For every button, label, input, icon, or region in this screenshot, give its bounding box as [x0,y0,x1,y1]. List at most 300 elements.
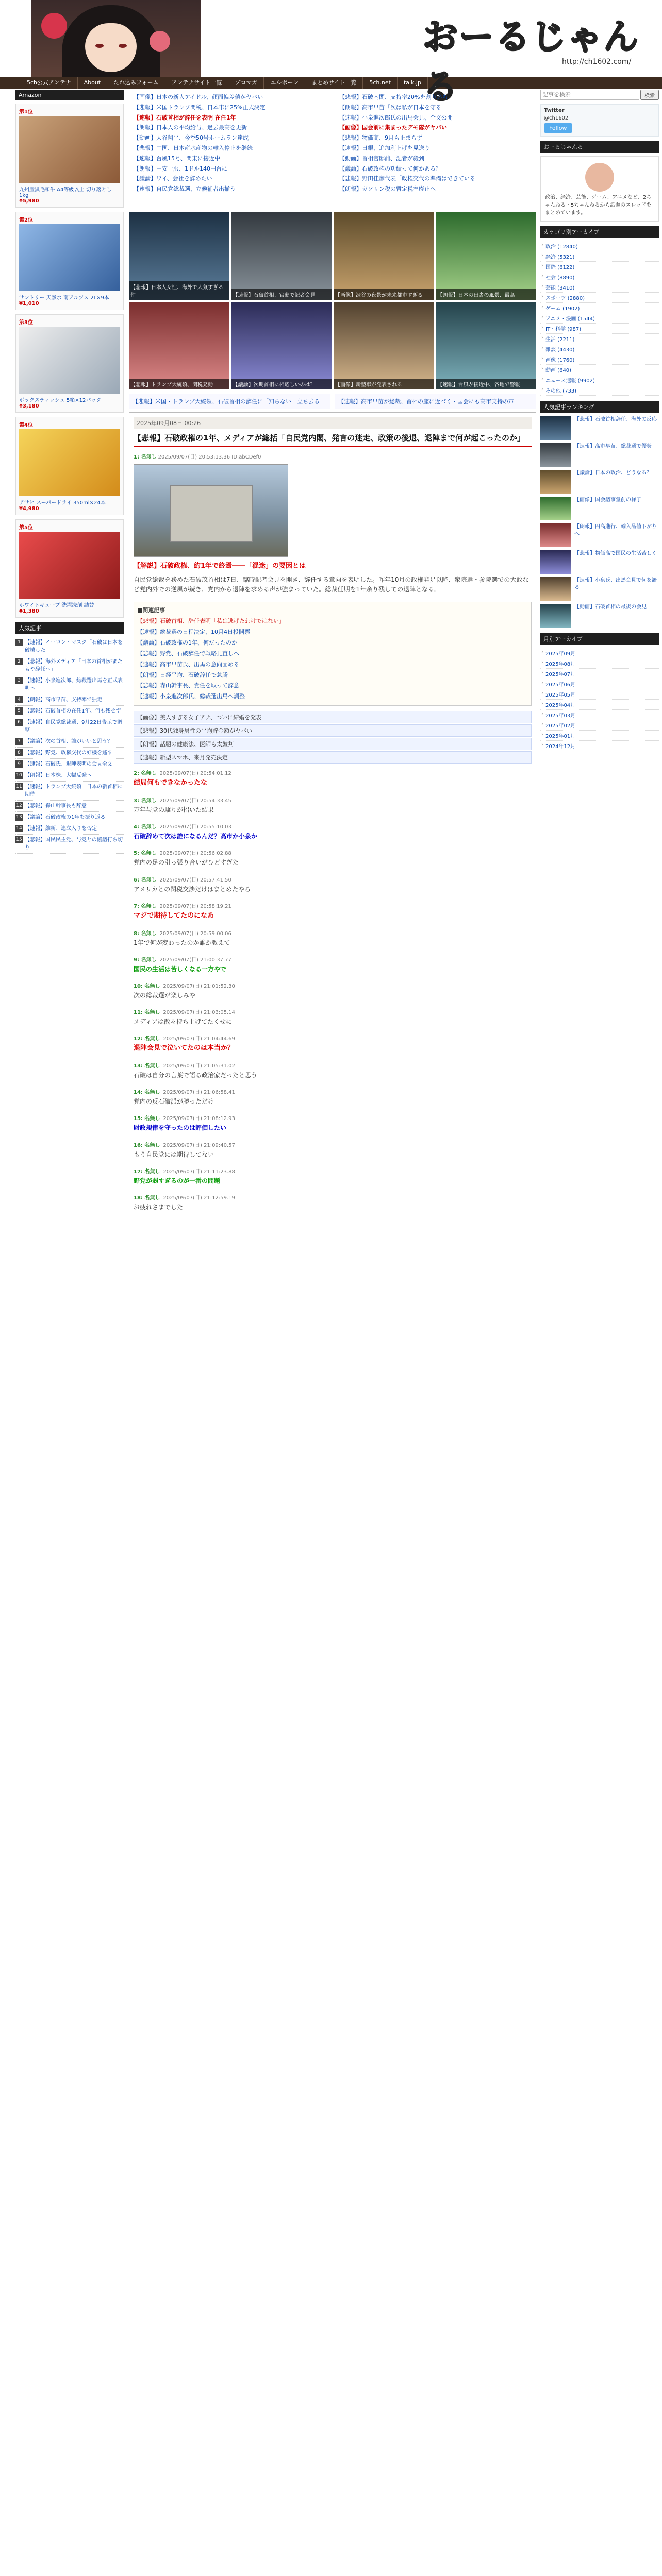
response-header [134,822,532,830]
ranking-item[interactable] [540,550,659,574]
category-link[interactable]: 雑談 (4430) [545,347,575,353]
profile-text: 政治、経済、芸能、ゲーム、アニメなど、2ちゃんねる・5ちゃんねるから話題のスレッドをまとめています。 [545,195,652,216]
response-body: 党内の足の引っ張り合いがひどすぎた [134,859,239,867]
response [134,1193,532,1212]
ranking-text: 【速報】高市早苗、総裁選で優勢 [574,444,652,449]
featured-link[interactable]: 【悲報】米国・トランプ大統領、石破首相の辞任に「知らない」立ち去る [129,394,330,409]
headline-link[interactable]: 【悲報】米国トランプ関税、日本車に25%正式決定 [134,104,266,111]
list-item[interactable]: 9 【速報】石破氏、退陣表明の会見全文 [15,759,124,770]
list-item[interactable]: 6 【速報】自民党総裁選、9月22日告示で調整 [15,717,124,736]
ranking-thumb [540,470,571,494]
month-link[interactable]: 2025年01月 [545,734,576,739]
popular-link[interactable]: 【議論】次の首相、誰がいいと思う？ [25,739,112,744]
list-item[interactable] [540,669,659,679]
response-name: 6: 名無し [134,877,157,883]
list-item[interactable] [540,679,659,689]
response-name: 8: 名無し [134,930,157,937]
product-link[interactable]: ボックスティッシュ 5箱×12パック [19,398,102,403]
ranking-text: 【議論】日本の政治、どうなる？ [574,470,652,476]
headline-link[interactable]: 【速報】石破首相が辞任を表明 在任1年 [134,114,236,121]
product-image[interactable] [19,116,120,183]
popular-link[interactable]: 【朗報】高市早苗、支持率で独走 [25,697,102,703]
response-name: 2: 名無し [134,771,157,777]
category-link[interactable]: IT・科学 (987) [545,327,582,332]
response-meta: 2025/09/07(日) 21:00:37.77 [159,957,231,963]
popular-list [15,637,124,854]
category-link[interactable]: 社会 (8890) [545,275,575,281]
list-item[interactable] [540,251,659,262]
product-price: ¥1,010 [19,301,39,307]
category-link[interactable]: 生活 (2211) [545,337,575,343]
month-link[interactable]: 2025年09月 [545,651,576,657]
headline-link[interactable]: 【朗報】高市早苗「次は私が日本を守る」 [339,104,447,111]
response-body: 万年与党の驕りが招いた結果 [134,806,214,814]
category-link[interactable]: 政治 (12840) [545,244,578,250]
list-item[interactable] [540,720,659,731]
list-item[interactable]: 15 【悲報】国民民主党、与党との協議打ち切り [15,835,124,854]
list-item[interactable] [540,375,659,385]
ad-rank: 第1位 [19,109,33,115]
response-header [134,1008,532,1015]
response-name: 14: 名無し [134,1090,160,1096]
popular-link[interactable]: 【悲報】野党、政権交代の好機を逃す [25,750,112,756]
ad-rank: 第2位 [19,217,33,223]
headline-link[interactable]: 【速報】台風15号、関東に接近中 [134,155,220,162]
headline-link[interactable]: 【悲報】石破内閣、支持率20%を割り込む [339,94,449,100]
ranking-thumb [540,443,571,467]
thumbnail-card[interactable] [231,302,332,389]
response-header [134,1167,532,1175]
ranking-thumb [540,497,571,520]
inline-ad[interactable]: 【速報】新型スマホ、来月発売決定 [134,751,532,764]
response-name: 12: 名無し [134,1036,160,1042]
ad-rank: 第5位 [19,525,33,531]
thumbnail-card[interactable] [436,302,537,389]
ad-rank: 第3位 [19,320,33,326]
response-header [134,875,532,883]
thumbnail-caption: 【画像】渋谷の夜景が未来都市すぎる [334,289,434,300]
response-body: マジで期待してたのになあ [134,911,214,920]
nav-item-blomaga[interactable]: ブロマガ [228,77,264,89]
list-item[interactable] [540,313,659,324]
list-item[interactable]: 7 【議論】次の首相、誰がいいと思う？ [15,736,124,748]
ranking-thumb [540,577,571,601]
popular-link[interactable]: 【速報】維新、連立入りを否定 [25,826,97,832]
month-archive-list [540,648,659,751]
featured-links [129,394,536,409]
popular-title: 人気記事 [15,622,124,634]
popular-link[interactable]: 【速報】トランプ大統領「日本の新首相に期待」 [25,784,123,798]
response-meta: 2025/09/07(日) 20:58:19.21 [159,903,231,909]
response-body: 石破は自分の言葉で語る政治家だったと思う [134,1072,258,1079]
category-link[interactable]: アニメ・漫画 (1544) [545,316,595,322]
nav-item-about[interactable]: About [78,77,108,89]
popular-link[interactable]: 【速報】イーロン・マスク「石破は日本を破壊した」 [25,640,123,653]
response [134,1008,532,1027]
response-header [134,1193,532,1201]
response-name: 10: 名無し [134,983,160,989]
thumbnail-card[interactable] [334,212,434,300]
response-body: 【解説】石破政権、約1年で終焉――「混迷」の要因とは [134,562,306,570]
response-meta: 2025/09/07(日) 21:06:58.41 [163,1090,235,1096]
nav-item-5ch[interactable]: 5ch.net [363,77,398,89]
headline-link[interactable]: 【朗報】円安一服、1ドル140円台に [134,165,227,172]
amazon-ad[interactable] [15,314,124,413]
list-item[interactable]: 3 【速報】小泉進次郎、総裁選出馬を正式表明へ [15,675,124,694]
popular-link[interactable]: 【悲報】森山幹事長も辞意 [25,803,87,809]
month-link[interactable]: 2025年04月 [545,703,576,708]
response-body: メディアは散々持ち上げてたくせに [134,1018,233,1026]
amazon-ad[interactable] [15,417,124,515]
response-list [134,769,532,1212]
site-url[interactable]: http://ch1602.com/ [562,58,632,66]
thumbnail-card[interactable] [129,302,229,389]
response [134,1114,532,1133]
list-item[interactable] [540,365,659,375]
related-link[interactable]: 【速報】小泉進次郎氏、総裁選出馬へ調整 [137,693,245,700]
headline-link[interactable]: 【速報】小泉進次郎氏の出馬会見、全文公開 [339,114,453,121]
response-meta: 2025/09/07(日) 21:03:05.14 [163,1010,235,1016]
headline-link[interactable]: 【議論】ワイ、会社を辞めたい [134,175,212,182]
popular-link[interactable]: 【悲報】石破首相の在任1年、何も残せず [25,708,121,714]
list-item[interactable] [540,700,659,710]
list-item[interactable] [540,293,659,303]
category-link[interactable]: 経済 (5321) [545,255,575,260]
response [134,822,532,841]
list-item[interactable] [540,689,659,700]
response-body: 結局何もできなかったな [134,779,208,787]
ranking-thumb [540,604,571,628]
response-header [134,452,532,460]
headline-link[interactable]: 【動画】首相官邸前、記者が殺到 [339,155,424,162]
ranking-text: 【速報】小泉氏、出馬会見で何を語る [574,578,657,590]
list-item[interactable]: 13 【議論】石破政権の1年を振り返る [15,812,124,823]
response [134,452,532,595]
response-body: 次の総裁選が楽しみや [134,991,196,999]
list-item[interactable] [540,303,659,313]
amazon-ad[interactable] [15,519,124,618]
popular-link[interactable]: 【速報】小泉進次郎、総裁選出馬を正式表明へ [25,678,123,691]
list-item[interactable] [540,272,659,282]
main-content [129,90,536,1224]
categories-title: カテゴリ別アーカイブ [540,226,659,238]
left-sidebar [15,90,124,854]
ranking-thumb [540,416,571,440]
response-meta: 2025/09/07(日) 21:11:23.88 [163,1168,235,1175]
list-item[interactable] [540,354,659,365]
twitter-title: Twitter [544,108,565,113]
headline-link[interactable]: 【動画】大谷翔平、今季50号ホームラン達成 [134,134,249,142]
search-button[interactable]: 検索 [640,90,659,100]
month-link[interactable]: 2025年05月 [545,692,576,698]
response [134,1141,532,1160]
response [134,1088,532,1107]
follow-button[interactable]: Follow [544,123,572,133]
ranking-thumb [540,523,571,547]
product-image[interactable] [19,429,120,496]
response-name: 15: 名無し [134,1116,160,1122]
response-meta: 2025/09/07(日) 20:54:33.45 [159,798,231,804]
response-header [134,1114,532,1122]
product-price: ¥4,980 [19,506,39,512]
response-header [134,1088,532,1095]
response-header [134,1034,532,1042]
thumbnail-caption: 【速報】台風が接近中、各地で警報 [436,379,537,389]
flower-icon [150,31,170,52]
headline-link[interactable]: 【朗報】ガソリン税の暫定税率廃止へ [339,185,436,193]
response-meta: 2025/09/07(日) 21:09:40.57 [163,1142,235,1148]
amazon-title: Amazon [15,90,124,100]
headline-link[interactable]: 【悲報】野田佳彦代表「政権交代の準備はできている」 [339,175,481,182]
category-link[interactable]: ゲーム (1902) [545,306,580,312]
ranking-item[interactable] [540,523,659,547]
category-link[interactable]: 国際 (6122) [545,265,575,270]
headline-link[interactable]: 【速報】自民党総裁選、立候補者出揃う [134,185,236,193]
headline-list-right [335,90,536,208]
response-meta: 2025/09/07(日) 21:05:31.02 [163,1063,235,1070]
list-item[interactable] [540,658,659,669]
twitter-widget [540,104,659,137]
response-name: 18: 名無し [134,1195,160,1201]
thumbnail-card[interactable] [334,302,434,389]
list-item[interactable]: 5 【悲報】石破首相の在任1年、何も残せず [15,706,124,717]
list-item[interactable] [540,262,659,272]
popular-link[interactable]: 【朗報】日本株、大幅反発へ [25,773,92,778]
response-meta: 2025/09/07(日) 20:55:10.03 [159,824,231,831]
popular-link[interactable]: 【悲報】海外メディア「日本の首相がまたもや辞任へ」 [25,659,123,672]
inline-ad[interactable]: 【悲報】30代独身男性の平均貯金額がヤバい [134,724,532,737]
product-link[interactable]: 九州産黒毛和牛 A4等級以上 切り落とし 1kg [19,187,112,198]
popular-link[interactable]: 【悲報】国民民主党、与党との協議打ち切り [25,837,123,851]
product-image[interactable] [19,532,120,599]
headline-link[interactable]: 【朗報】日本人の平均給与、過去最高を更新 [134,124,247,131]
list-item[interactable]: 12 【悲報】森山幹事長も辞意 [15,801,124,812]
related-link[interactable]: 【速報】高市早苗氏、出馬の意向固める [137,660,239,668]
response-meta: 2025/09/07(日) 20:53:13.36 ID:abCDef0 [158,454,261,460]
ranking-item[interactable] [540,470,659,494]
response-body: アメリカとの関税交渉だけはまとめたやろ [134,885,251,893]
response [134,875,532,894]
ranking-title: 人気記事ランキング [540,401,659,413]
list-item[interactable] [540,741,659,751]
search-form [540,90,659,100]
month-archive-title: 月別アーカイブ [540,633,659,645]
flower-icon [41,13,67,39]
right-sidebar [540,90,659,751]
ranking-item[interactable] [540,577,659,601]
response-body: 退陣会見で泣いてたのは本当か？ [134,1044,235,1053]
list-item[interactable]: 14 【速報】維新、連立入りを否定 [15,823,124,835]
category-link[interactable]: 動画 (640) [545,368,572,374]
nav-item-elbone[interactable]: エルボーン [264,77,305,89]
headline-link[interactable]: 【速報】日銀、追加利上げを見送り [339,144,430,151]
response-meta: 2025/09/07(日) 20:56:02.88 [159,851,231,857]
product-link[interactable]: サントリー 天然水 南アルプス 2L×9本 [19,295,109,301]
thumbnail-caption: 【悲報】日本人女性、海外で人気すぎる件 [129,281,229,300]
inline-ads [134,711,532,764]
response [134,849,532,868]
product-image[interactable] [19,224,120,291]
thumbnail-grid [129,212,536,389]
list-item[interactable]: 11 【速報】トランプ大統領「日本の新首相に期待」 [15,782,124,801]
nav-item-talk[interactable]: talk.jp [398,77,428,89]
inline-ad[interactable]: 【画像】美人すぎる女子アナ、ついに結婚を発表 [134,711,532,723]
response-body: 党内の反石破派が勝っただけ [134,1098,214,1106]
headline-link[interactable]: 【悲報】中国、日本産水産物の輸入停止を継続 [134,144,253,151]
category-link[interactable]: 画像 (1760) [545,358,575,363]
popular-link[interactable]: 【速報】石破氏、退陣表明の会見全文 [25,761,112,767]
response-header [134,849,532,856]
response-header [134,796,532,804]
category-link[interactable]: その他 (733) [545,388,577,394]
response-body: お疲れさまでした [134,1204,184,1211]
product-price: ¥5,980 [19,198,39,204]
related-link[interactable]: 【議論】石破政権の1年、何だったのか [137,639,237,646]
response [134,955,532,974]
response-name: 13: 名無し [134,1063,160,1070]
inline-ad[interactable]: 【朗報】話題の健康法、医師も太鼓判 [134,738,532,750]
twitter-handle: @ch1602 [544,115,569,121]
list-item[interactable] [540,282,659,293]
popular-link[interactable]: 【議論】石破政権の1年を振り返る [25,815,106,820]
headline-link[interactable]: 【議論】石破政権の功績って何かある？ [339,165,441,172]
response-header [134,955,532,963]
response [134,929,532,948]
product-image[interactable] [19,327,120,394]
ranking-item[interactable] [540,443,659,467]
list-item[interactable]: 10 【朗報】日本株、大幅反発へ [15,770,124,782]
month-link[interactable]: 2025年06月 [545,682,576,688]
article-title: 【悲報】石破政権の1年、メディアが総括「自民党内閣、発言の迷走、政策の後退、退陣まで何が起こったのか」 [134,429,532,447]
response-body: もう自民党には期待してない [134,1150,214,1158]
site-logo[interactable]: おーるじゃんる [423,17,640,108]
nav-item-antenna-list[interactable]: アンテナサイト一覧 [166,77,229,89]
amazon-ad[interactable] [15,104,124,208]
left-eye-shape [95,44,104,48]
profile-box [540,156,659,222]
month-link[interactable]: 2024年12月 [545,744,576,750]
response-body: 1年で何が変わったのか誰か教えて [134,939,230,946]
response [134,796,532,815]
response-body: 財政規律を守ったのは評価したい [134,1124,227,1132]
ranking-item[interactable] [540,416,659,440]
ranking-list [540,416,659,628]
category-link[interactable]: ニュース速報 (9902) [545,378,595,384]
response-meta: 2025/09/07(日) 21:01:52.30 [163,983,235,989]
article-date: 2025年09月08日 00:26 [134,417,532,429]
list-item[interactable] [540,731,659,741]
response-name: 7: 名無し [134,903,157,909]
response-name: 4: 名無し [134,824,157,831]
list-item[interactable] [540,385,659,396]
response-header [134,769,532,776]
response [134,769,532,789]
thumbnail-card[interactable] [231,212,332,300]
nav-item-form[interactable]: たれ込みフォーム [107,77,165,89]
ranking-item[interactable] [540,604,659,628]
response-header [134,902,532,909]
response-name: 3: 名無し [134,798,157,804]
header-illustration [31,0,201,77]
response-header [134,929,532,937]
response-header [134,1061,532,1069]
ranking-thumb [540,550,571,574]
related-link[interactable]: 【速報】総裁選の日程決定、10月4日投開票 [137,628,250,635]
response-body: 野党が弱すぎるのが一番の問題 [134,1177,221,1184]
category-list [540,241,659,396]
related-link[interactable]: 【悲報】森山幹事長、責任を取って辞意 [137,682,239,689]
list-item[interactable]: 1 【速報】イーロン・マスク「石破は日本を破壊した」 [15,637,124,656]
product-link[interactable]: ホワイトキューブ 洗濯洗剤 詰替 [19,603,94,608]
thumbnail-caption: 【悲報】トランプ大統領、関税発動 [129,379,229,389]
month-link[interactable]: 2025年08月 [545,662,576,667]
response [134,902,532,922]
thumbnail-caption: 【議論】次期首相に相応しいのは？ [231,379,332,389]
list-item[interactable] [540,334,659,344]
list-item[interactable] [540,710,659,720]
headline-link[interactable]: 【悲報】物価高、9月も止まらず [339,134,422,142]
response-name: 16: 名無し [134,1142,160,1148]
thumbnail-card[interactable] [129,212,229,300]
month-link[interactable]: 2025年03月 [545,713,576,719]
list-item[interactable] [540,324,659,334]
response [134,981,532,1001]
response-body: 国民の生活は苦しくなる一方やで [134,965,227,973]
ranking-item[interactable] [540,497,659,520]
month-link[interactable]: 2025年02月 [545,723,576,729]
product-link[interactable]: アサヒ スーパードライ 350ml×24本 [19,500,106,506]
related-articles [134,602,532,706]
featured-link[interactable]: 【速報】高市早苗が総裁、首相の座に近づく・国会にも高市支持の声 [335,394,536,409]
list-item[interactable]: 2 【悲報】海外メディア「日本の首相がまたもや辞任へ」 [15,656,124,675]
ranking-text: 【画像】国会議事堂前の様子 [574,497,641,503]
popular-link[interactable]: 【速報】自民党総裁選、9月22日告示で調整 [25,720,123,733]
headline-link[interactable]: 【画像】国会前に集まったデモ隊がヤバい [339,124,447,131]
list-item[interactable]: 4 【朗報】高市早苗、支持率で独走 [15,694,124,706]
response-name: 9: 名無し [134,957,157,963]
category-link[interactable]: 芸能 (3410) [545,285,575,291]
response-meta: 2025/09/07(日) 20:54:01.12 [159,771,231,777]
list-item[interactable]: 8 【悲報】野党、政権交代の好機を逃す [15,748,124,759]
avatar [585,163,614,192]
thumbnail-card[interactable] [436,212,537,300]
response-body: 石破辞めて次は誰になるんだ？高市か小泉か [134,833,258,840]
response-header [134,1141,532,1148]
headline-link[interactable]: 【画像】日本の新人アイドル、顔面偏差値がヤバい [134,94,263,100]
response-meta: 2025/09/07(日) 20:59:00.06 [159,930,231,937]
amazon-ad[interactable] [15,212,124,310]
product-price: ¥1,380 [19,608,39,614]
related-title: ■関連記事 [137,607,166,614]
response-name: 5: 名無し [134,851,157,857]
response-meta: 2025/09/07(日) 21:08:12.93 [163,1116,235,1122]
thumbnail-caption: 【画像】新型車が発表される [334,379,434,389]
profile-title: おーるじゃんる [540,141,659,153]
nav-item-matome-list[interactable]: まとめサイト一覧 [305,77,363,89]
headline-list-left [129,90,330,208]
response [134,1061,532,1080]
month-link[interactable]: 2025年07月 [545,672,576,677]
list-item[interactable] [540,648,659,658]
list-item[interactable] [540,241,659,251]
search-input[interactable] [540,90,639,100]
nav-item-antenna[interactable]: 5ch公式アンテナ [21,77,78,89]
related-link[interactable]: 【朗報】日経平均、石破辞任で急騰 [137,671,228,679]
related-link[interactable]: 【悲報】野党、石破辞任で戦略見直しへ [137,650,239,657]
category-link[interactable]: スポーツ (2880) [545,296,585,301]
list-item[interactable] [540,344,659,354]
related-link[interactable]: 【悲報】石破首相、辞任表明「私は逃げたわけではない」 [137,618,285,625]
